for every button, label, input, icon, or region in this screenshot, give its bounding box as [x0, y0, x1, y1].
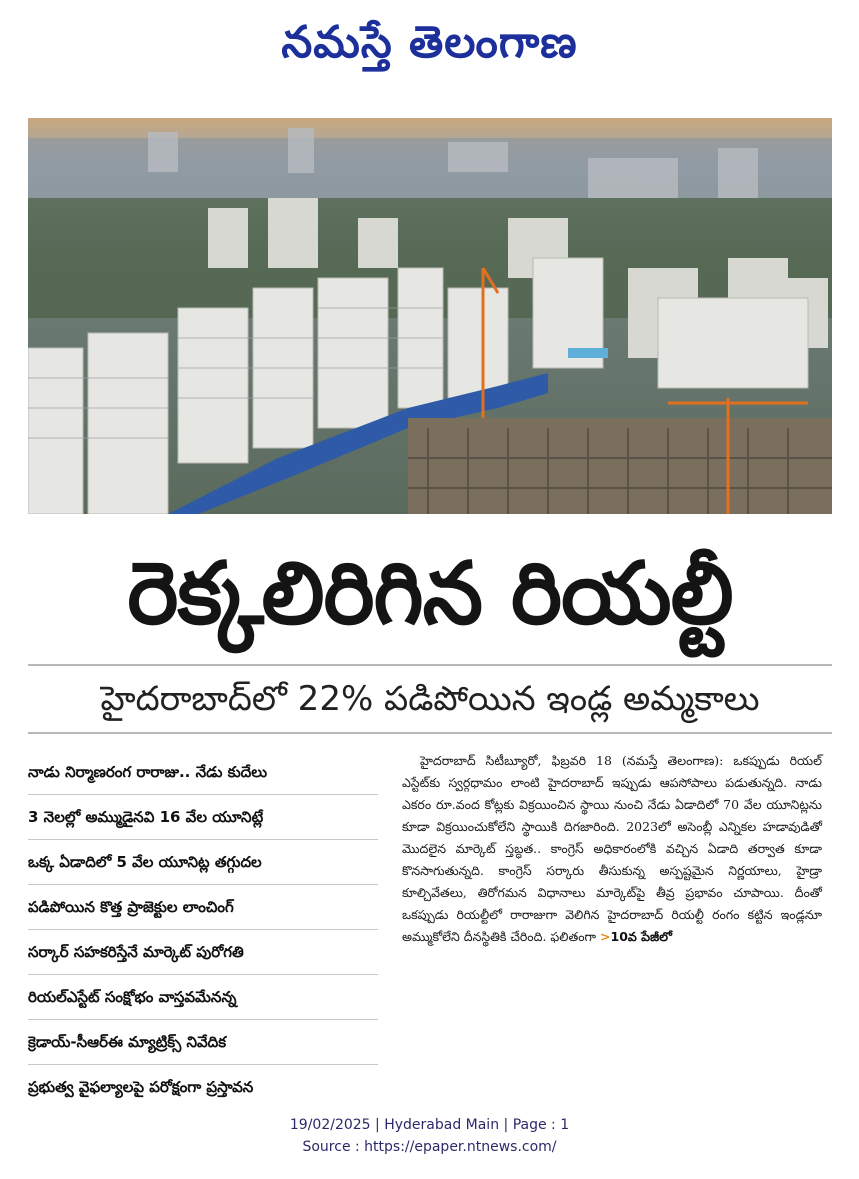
highlight-item: ఒక్క ఏడాదిలో 5 వేల యూనిట్ల తగ్గుదల [28, 840, 378, 885]
highlight-item: రియల్ఎస్టేట్ సంక్షోభం వాస్తవమేనన్న [28, 975, 378, 1020]
subheadline-divider [28, 732, 832, 734]
arrow-right-icon: > [600, 929, 611, 944]
masthead-title: నమస్తే తెలంగాణ [281, 17, 578, 68]
footer [0, 1114, 859, 1158]
article-body-text: హైదరాబాద్ సిటీబ్యూరో, ఫిబ్రవరి 18 (నమస్తే తెలంగాణ): ఒకప్పుడు రియల్ ఎస్టేట్‌కు స్వర్గధామం లాంటి హైదరాబాద్ ఇప్పుడు ఆపసోపాలు పడుతున్నది. నాడు ఎకరం రూ.వంద కోట్లకు విక్రయించిన స్థాయి నుంచి నేడు ఏడాదిలో 70 వేల యూనిట్లను కూడా విక్రయించుకోలేని స్థాయికి దిగజారింది. 2023లో అసెంబ్లీ ఎన్నికల హడావుడితో మొదలైన మార్కెట్ స్తబ్ధత.. కాంగ్రెస్ అధికారంలోకి వచ్చిన ఏడాది తర్వాత కూడా కొనసాగుతున్నది. కాంగ్రెస్ సర్కారు తీసుకున్న అస్పష్టమైన నిర్ణయాలు, హైడ్రా కూల్చివేతలు, తిరోగమన విధానాలు మార్కెట్‌పై తీవ్ర ప్రభావం చూపాయి. దీంతో ఒకప్పుడు రియల్టీలో రారాజుగా వెలిగిన హైదరాబాద్ రియల్టీ రంగం కట్టిన ఇండ్లనూ అమ్ముకోలేని దీనస్థితికి చేరింది. ఫలితంగా [402, 753, 822, 944]
highlight-item: పడిపోయిన కొత్త ప్రాజెక్టుల లాంచింగ్ [28, 885, 378, 930]
headline: రెక్కలిరిగిన రియల్టీ [127, 544, 733, 644]
edition-line: 19/02/2025 | Hyderabad Main | Page : 1 [289, 1117, 570, 1133]
highlight-item: క్రెడాయ్-సీఆర్ఈ మ్యాట్రిక్స్ నివేదిక [28, 1020, 378, 1065]
source-line: Source : https://epaper.ntnews.com/ [302, 1139, 557, 1155]
continued-label: 10వ పేజీలో [610, 929, 673, 944]
article-photo [28, 118, 832, 514]
highlight-item: 3 నెలల్లో అమ్ముడైనవి 16 వేల యూనిట్లే [28, 795, 378, 840]
highlight-item: ప్రభుత్వ వైఫల్యాలపై పరోక్షంగా ప్రస్తావన [28, 1078, 254, 1096]
highlight-list [28, 750, 378, 1109]
subheadline: హైదరాబాద్‌లో 22% పడిపోయిన ఇండ్ల అమ్మకాలు [100, 679, 760, 719]
highlight-item: సర్కార్ సహకరిస్తేనే మార్కెట్ పురోగతి [28, 930, 378, 975]
highlight-item: నాడు నిర్మాణరంగ రారాజు.. నేడు కుదేలు [28, 750, 378, 795]
continued-on-page[interactable] [600, 929, 672, 944]
headline-divider [28, 664, 832, 666]
article-body [402, 750, 822, 948]
